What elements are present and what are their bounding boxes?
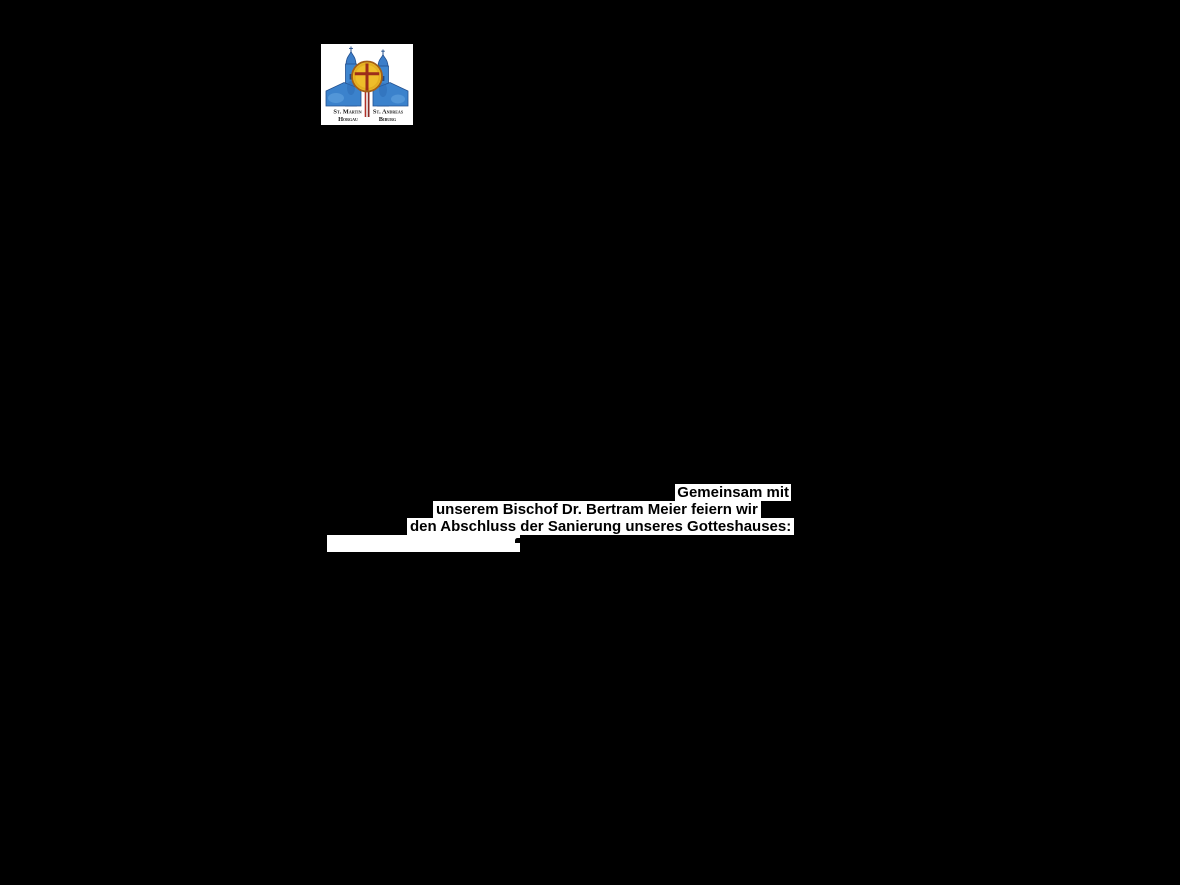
caption-st-martin: St. Martin	[333, 108, 362, 116]
caption-st-andreas: St. Andreas	[372, 108, 404, 116]
caption-biburg: Biburg	[378, 116, 397, 123]
announcement-line-3: den Abschluss der Sanierung unseres Gotteshauses:	[407, 518, 794, 535]
clipped-digit-fragment	[515, 538, 520, 543]
caption-horgau: Horgau	[338, 116, 358, 123]
announcement-line-1: Gemeinsam mit	[677, 484, 789, 501]
announcement-line-2: unserem Bischof Dr. Bertram Meier feiern wir	[433, 501, 761, 518]
processional-pole-icon	[365, 90, 370, 117]
parish-logo-illustration	[321, 44, 413, 125]
host-cross-icon	[352, 62, 382, 92]
announcement-line-4	[327, 535, 533, 569]
parish-logo	[321, 44, 413, 125]
announcement-line-4-text: Gottesdienst am Sonntag,	[346, 552, 533, 569]
